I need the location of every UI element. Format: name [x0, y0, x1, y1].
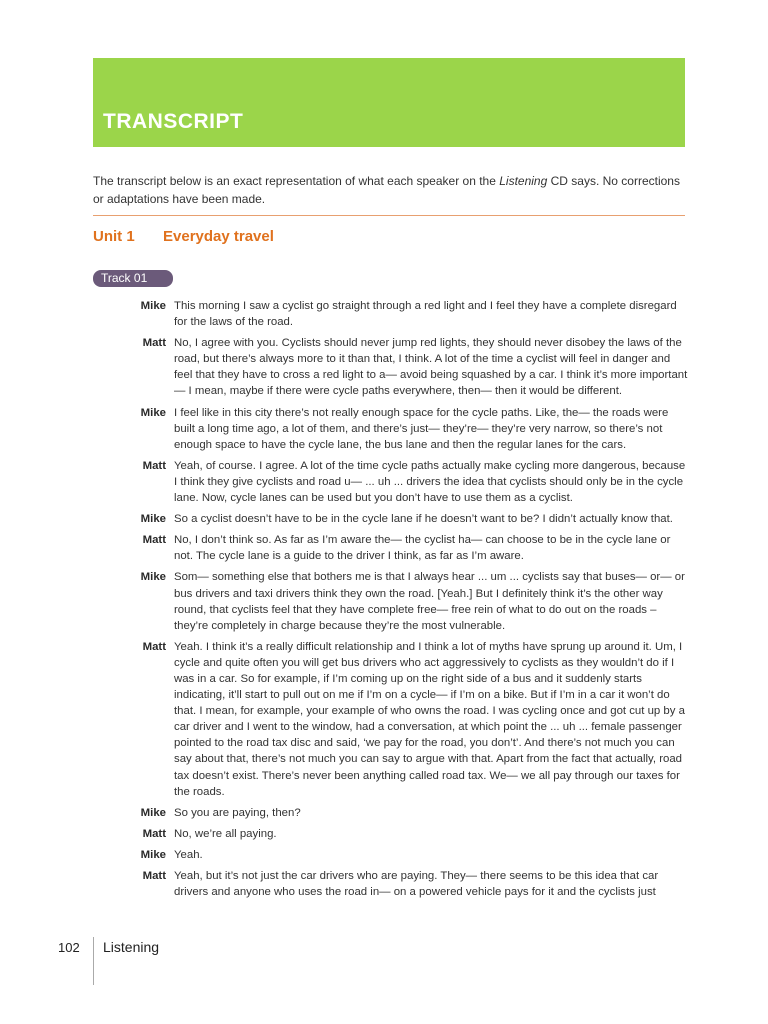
speech-text: No, I agree with you. Cyclists should never jump red lights, they should never disobey the laws of the road, but there’s always more to it than that, I think. A lot of the time a cyclist will feel in danger and feel that they have to cross a red light to a— avoid being squashed by a car. I think it’s more important— I mean, maybe if there were cycle paths everywhere, then— then it would be different.: [174, 337, 688, 398]
speech-text: So you are paying, then?: [174, 806, 301, 819]
transcript-entry: [120, 532, 690, 564]
transcript-entry: [120, 847, 690, 863]
speaker-name: Mike: [140, 406, 166, 419]
speech-text: No, we’re all paying.: [174, 827, 277, 840]
speech-text: Yeah, but it’s not just the car drivers who are paying. They— there seems to be this idea that car drivers and anyone who uses the road in— on a powered vehicle pays for it and the cyclists just: [174, 870, 659, 899]
transcript-entry: [120, 405, 690, 453]
transcript-entry: [120, 511, 690, 527]
transcript-entry: [120, 826, 690, 842]
speech-text: So a cyclist doesn’t have to be in the cycle lane if he doesn’t want to be? I didn’t actually know that.: [174, 513, 673, 526]
speech-text: Yeah, of course. I agree. A lot of the time cycle paths actually make cycling more dangerous, because I think they give cyclists and road u— ... uh ... drivers the idea that cyclists should only be in the cycle lane. Now, cycle lanes can be used but you don’t have to use them as a cyclist.: [174, 459, 686, 505]
intro-text-start: The transcript below is an exact representation of what each speaker on the: [93, 174, 500, 188]
divider: [93, 215, 685, 216]
speaker-name: Matt: [142, 870, 166, 882]
section-name: Listening: [103, 939, 160, 955]
page-title: TRANSCRIPT: [103, 110, 244, 133]
speaker-name: Mike: [140, 571, 166, 584]
speaker-name: Matt: [142, 459, 166, 472]
speech-text: I feel like in this city there’s not really enough space for the cycle paths. Like, the— the roads were built a long time ago, a lot of them, and there’s just— they’re— they’re very narrow, so there’s not enough space to have the cycle lane, the bus lane and then the regular lanes for the cars.: [174, 406, 669, 451]
speech-text: Som— something else that bothers me is that I always hear ... um ... cyclists say that buses— or— or bus drivers and taxi drivers think they own the road. [Yeah.] But I definitely think it’s the other way round, that cyclists feel that they have complete free— free rein of what to do out on the roads – they’re completely in charge because they’re the most vulnerable.: [174, 571, 685, 632]
speaker-name: Matt: [142, 827, 166, 840]
speaker-name: Mike: [140, 848, 166, 861]
speech-text: Yeah.: [174, 848, 203, 861]
speech-text: This morning I saw a cyclist go straight through a red light and I feel they have a complete disregard for the laws of the road.: [174, 300, 677, 329]
unit-heading: [93, 228, 274, 245]
transcript-entry: [120, 569, 690, 633]
intro-paragraph: [93, 172, 688, 208]
unit-title: Everyday travel: [163, 228, 274, 245]
track-badge: Track 01: [93, 270, 173, 287]
intro-text-end: CD says. No corrections or adaptations have been made.: [93, 174, 680, 206]
title-banner: [93, 58, 685, 147]
speaker-name: Matt: [142, 534, 166, 547]
transcript-entry: [120, 298, 690, 330]
unit-number: Unit 1: [93, 228, 135, 245]
speaker-name: Mike: [140, 300, 166, 312]
speaker-name: Matt: [142, 337, 166, 350]
transcript-entry: [120, 335, 690, 399]
speech-text: No, I don’t think so. As far as I’m aware the— the cyclist ha— can choose to be in the cycle lane or not. The cycle lane is a guide to the driver I think, as far as I’m aware.: [174, 534, 671, 563]
page-number: 102: [58, 940, 80, 955]
transcript-entry: [120, 868, 690, 900]
transcript: [120, 298, 690, 905]
speech-text: Yeah. I think it’s a really difficult relationship and I think a lot of myths have sprung up around it. Um, I cycle and quite often you will get bus drivers who act aggressively to cyclists as they wouldn’t do if I was in a car. So for example, if I’m coming up on the right side of a bus and it suddenly starts indicating, it’ll start to pull out on me if I’m on a cycle— if I’m on a bike. But if I’m in a car it won’t do that. I mean, for example, your example of who owns the road. I was cycling once and got cut up by a car driver and I went to the window, had a conversation, at which point the ... uh ... female passenger pointed to the road tax disc and said, ‘we pay for the road, you don’t’. And there’s not much you can say about that, there’s not much you can say to argue with that. Apart from the fact that actually, road tax doesn’t exist. There’s never been anything called road tax. We— we all pay through our taxes for the roads.: [174, 640, 685, 798]
speaker-name: Mike: [140, 513, 166, 526]
footer-divider: [93, 937, 94, 985]
speaker-name: Mike: [140, 806, 166, 819]
speaker-name: Matt: [142, 640, 166, 653]
transcript-entry: [120, 805, 690, 821]
intro-italic-title: Listening: [499, 174, 548, 188]
transcript-entry: [120, 458, 690, 506]
transcript-entry: [120, 639, 690, 800]
